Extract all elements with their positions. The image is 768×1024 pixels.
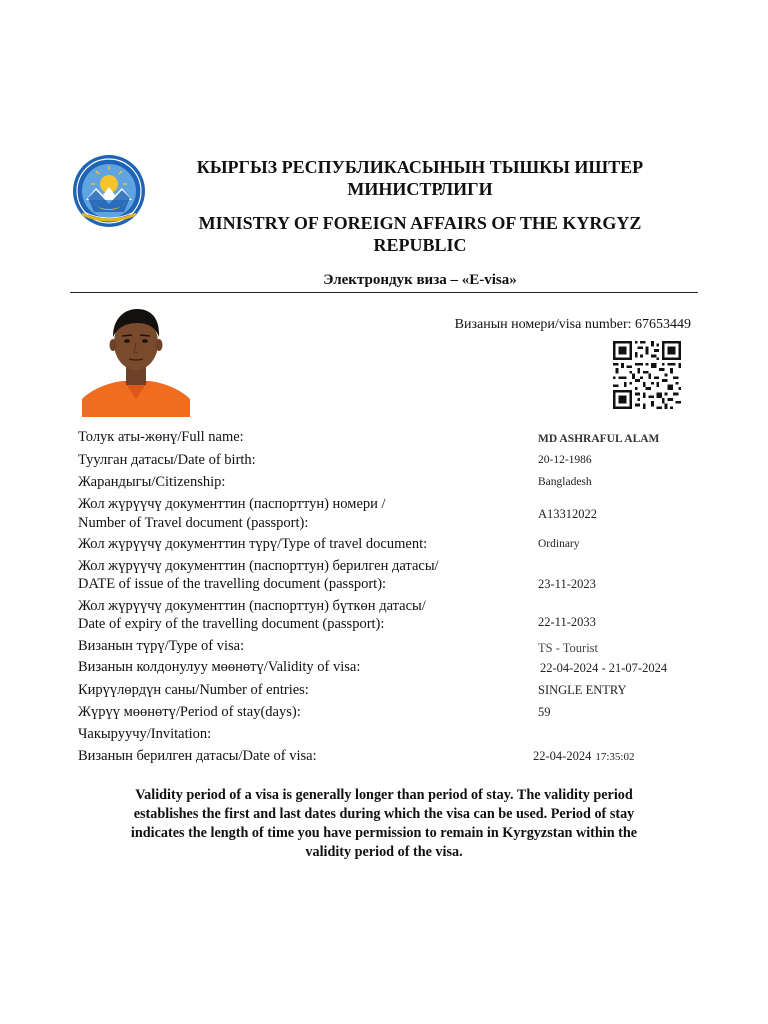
- date-of-birth-label: Туулган датасы/Date of birth:: [78, 452, 256, 468]
- expiry-date-label-line2: Date of expiry of the travelling document (passport):: [78, 616, 385, 632]
- date-of-visa-label: Визанын берилген датасы/Date of visa:: [78, 748, 317, 764]
- ministry-title-kyrgyz-line2: МИНИСТРЛИГИ: [347, 179, 493, 199]
- full-name-value: MD ASHRAFUL ALAM: [538, 433, 660, 445]
- validity-note-line4: validity period of the visa.: [305, 844, 463, 860]
- validity-note-line2: establishes the first and last dates during which the visa can be used. Period of stay: [133, 806, 635, 822]
- qr-code-icon: [612, 341, 682, 409]
- header-divider: [70, 292, 698, 293]
- citizenship-label: Жарандыгы/Citizenship:: [78, 474, 226, 490]
- validity-note: [96, 786, 672, 862]
- ministry-title-english: [150, 212, 690, 256]
- passport-number-label-line2: Number of Travel document (passport):: [78, 515, 309, 531]
- visa-type-label: Визанын түрү/Type of visa:: [78, 638, 245, 654]
- date-of-visa-value: [533, 748, 634, 765]
- date-of-visa-date: 22-04-2024: [533, 749, 592, 763]
- ministry-title-english-line2: REPUBLIC: [373, 235, 467, 255]
- visa-validity-label: Визанын колдонулуу мөөнөтү/Validity of visa:: [78, 659, 361, 675]
- passport-number-label-line1: Жол жүрүүчү документтин (паспорттун) номери /: [78, 496, 386, 512]
- document-type-label: Жол жүрүүчү документтин түрү/Type of travel document:: [78, 536, 428, 552]
- expiry-date-label-line1: Жол жүрүүчү документтин (паспорттун) бүткөн датасы/: [78, 598, 426, 614]
- entries-label: Кирүүлөрдүн саны/Number of entries:: [78, 682, 309, 698]
- expiry-date-value: 22-11-2033: [538, 615, 596, 629]
- issue-date-label-line1: Жол жүрүүчү документтин (паспорттун) берилген датасы/: [78, 558, 439, 574]
- ministry-title-english-line1: MINISTRY OF FOREIGN AFFAIRS OF THE KYRGYZ: [198, 213, 642, 233]
- validity-note-line1: Validity period of a visa is generally longer than period of stay. The validity period: [135, 787, 633, 803]
- validity-note-line3: indicates the length of time you have permission to remain in Kyrgyzstan within the: [130, 825, 638, 841]
- period-of-stay-value: 59: [538, 705, 551, 719]
- visa-number-label: Визанын номери/visa number:: [454, 317, 632, 332]
- document-subtitle: Электрондук виза – «E-visa»: [323, 272, 517, 288]
- ministry-title-kyrgyz: [150, 156, 690, 200]
- ministry-title-kyrgyz-line1: КЫРГЫЗ РЕСПУБЛИКАСЫНЫН ТЫШКЫ ИШТЕР: [196, 157, 644, 177]
- citizenship-value: Bangladesh: [538, 476, 592, 488]
- entries-value: SINGLE ENTRY: [538, 683, 627, 697]
- full-name-label: Толук аты-жөнү/Full name:: [78, 429, 244, 445]
- issue-date-value: 23-11-2023: [538, 577, 596, 591]
- visa-number-line: [380, 316, 691, 334]
- invitation-label: Чакыруучу/Invitation:: [78, 726, 212, 742]
- visa-type-value: TS - Tourist: [538, 641, 599, 655]
- visa-number-value: 67653449: [635, 317, 691, 332]
- applicant-photo: [82, 303, 190, 417]
- issue-date-label-line2: DATE of issue of the travelling document (passport):: [78, 576, 387, 592]
- date-of-visa-time: 17:35:02: [595, 751, 635, 763]
- visa-validity-value: 22-04-2024 - 21-07-2024: [540, 661, 668, 675]
- date-of-birth-value: 20-12-1986: [538, 454, 592, 466]
- document-type-value: Ordinary: [538, 538, 580, 550]
- kyrgyz-emblem-icon: [72, 154, 146, 228]
- passport-number-value: A13312022: [538, 507, 598, 521]
- period-of-stay-label: Жүрүү мөөнөтү/Period of stay(days):: [78, 704, 301, 720]
